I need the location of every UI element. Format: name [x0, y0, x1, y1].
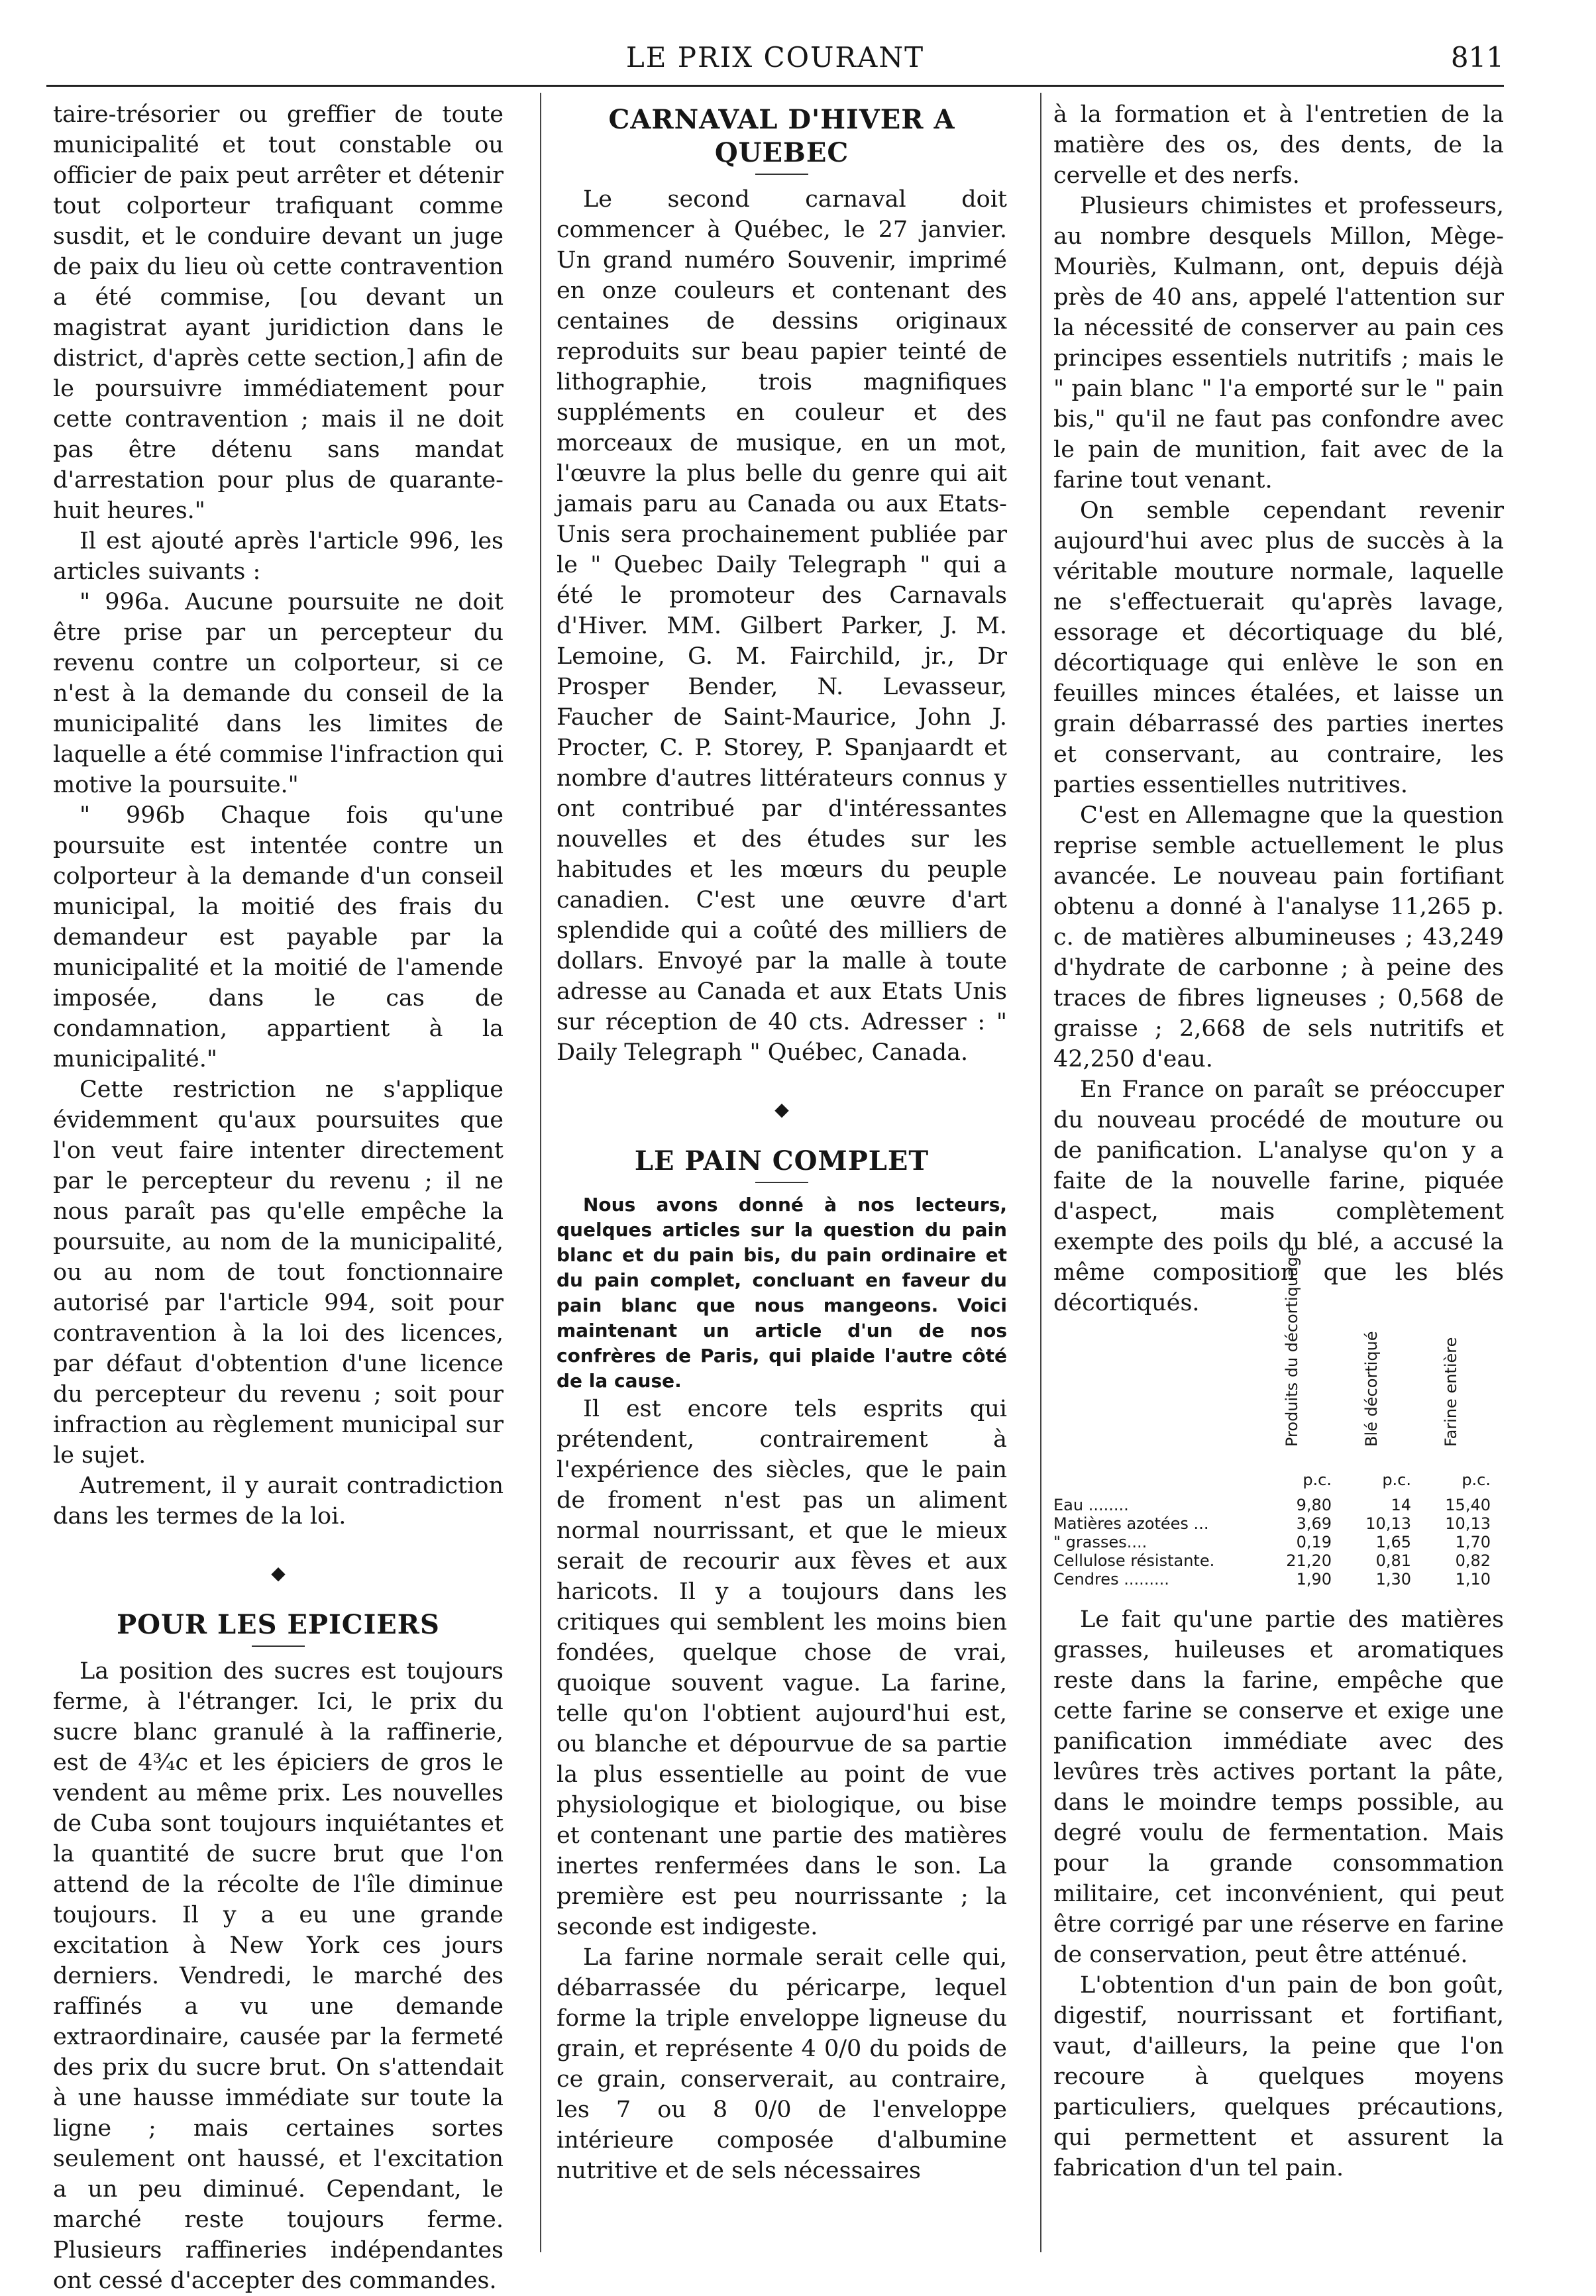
paragraph: La farine normale serait celle qui, débarrassée du péricarpe, lequel forme la triple enveloppe ligneuse du grain, et représente 4 0/0 du poids de ce grain, conserverait, au contraire, les 7 ou 8 0/0 de l'enveloppe intérieure composée d'albumine nutritive et de sels nécessaires: [557, 1944, 1007, 2184]
heading-rule: [755, 174, 808, 175]
table-header: [1053, 1247, 1491, 1464]
cell: 9,80: [1296, 1496, 1332, 1514]
paragraph: On semble cependant revenir aujourd'hui avec plus de succès à la véritable mouture normale, laquelle ne s'effectuerait qu'après lavage, essorage et décortiquage du blé, décortiquage qui enlève le son en feuilles minces étalées, et laisse un grain débarrassé des parties inertes et conservant, au contraire, les parties essentielles nutritives.: [1053, 497, 1504, 798]
cell: 14: [1391, 1496, 1411, 1514]
fleuron-ornament: ◆: [774, 1098, 789, 1120]
cell: 0,19: [1296, 1533, 1332, 1551]
paragraph: Cette restriction ne s'applique évidemment qu'aux poursuites que l'on veut faire intenter directement par le percepteur du revenu ; il ne nous paraît pas qu'elle empêche la poursuite, au nom de la municipalité, ou au nom de tout fonctionnaire autorisé par l'article 994, soit pour contravention à la loi des licences, par défaut d'obtention d'une licence du percepteur du revenu ; soit pour infraction au règlement municipal sur le sujet.: [53, 1076, 504, 1469]
running-title: LE PRIX COURANT: [625, 41, 925, 74]
fleuron-ornament: ◆: [271, 1562, 286, 1584]
column-header: Blé décortiqué: [1362, 1331, 1381, 1447]
paragraph: à la formation et à l'entretien de la matière des os, des dents, de la cervelle et des nerfs.: [1053, 101, 1504, 189]
section-heading: LE PAIN COMPLET: [634, 1145, 930, 1176]
cell: 1,10: [1455, 1570, 1491, 1589]
paragraph: En France on paraît se préoccuper du nouveau procédé de mouture ou de panification. L'analyse qu'on y a faite de la nouvelle farine, piquée d'aspect, mais complètement exempte des poils du blé, a accusé la même composition que les blés décortiqués.: [1053, 1076, 1504, 1316]
section-heading: CARNAVAL D'HIVER A QUEBEC: [608, 104, 955, 168]
cell: 1,70: [1455, 1533, 1491, 1551]
paragraph: La position des sucres est toujours ferme, à l'étranger. Ici, le prix du sucre blanc granulé à la raffinerie, est de 4¾c et les épiciers de gros le vendent au même prix. Les nouvelles de Cuba sont toujours inquiétantes et la quantité de sucre brut que l'on attend de la récolte de l'île diminue toujours. Il y a eu une grande excitation à New York ces jours derniers. Vendredi, le marché des raffinés a vu une demande extraordinaire, causée par la fermeté des prix du sucre brut. On s'attendait à une hausse immédiate sur toute la ligne ; mais certaines sortes seulement ont haussé, et l'excitation a un peu diminué. Cependant, le marché reste toujours ferme. Plusieurs raffineries indépendantes ont cessé d'accepter des commandes.: [53, 1658, 504, 2294]
cell: 0,82: [1455, 1551, 1491, 1570]
table-row: [1053, 1533, 1491, 1551]
page-header: [46, 41, 1504, 78]
composition-table: [1053, 1247, 1491, 1589]
row-label: Eau ........: [1053, 1496, 1129, 1514]
table-row: [1053, 1570, 1491, 1589]
row-label: " grasses....: [1053, 1533, 1147, 1551]
paragraph: " 996b Chaque fois qu'une poursuite est intentée contre un colporteur à la demande d'un conseil municipal, la moitié des frais du demandeur est payable par la municipalité et la moitié de l'amende imposée, dans le cas de condamnation, appartient à la municipalité.": [53, 802, 504, 1072]
cell: 21,20: [1286, 1551, 1332, 1570]
cell: 10,13: [1445, 1514, 1491, 1533]
cell: 1,90: [1296, 1570, 1332, 1589]
unit-label: p.c.: [1462, 1471, 1491, 1489]
unit-label: p.c.: [1382, 1471, 1411, 1489]
column-1: [53, 99, 504, 2294]
paragraph: Autrement, il y aurait contradiction dans les termes de la loi.: [53, 1473, 504, 1530]
column-header: Produits du décortiquage: [1283, 1247, 1301, 1447]
paragraph: L'obtention d'un pain de bon goût, digestif, nourrissant et fortifiant, vaut, d'ailleurs, la peine que l'on recoure à quelques moyens particuliers, quelques précautions, qui permettent et assurent la fabrication d'un tel pain.: [1053, 1972, 1504, 2181]
paragraph: Il est ajouté après l'article 996, les articles suivants :: [53, 528, 504, 585]
heading-rule: [755, 1182, 808, 1183]
paragraph: taire-trésorier ou greffier de toute municipalité et tout constable ou officier de paix peut arrêter et détenir tout colporteur trafiquant comme susdit, et le conduire devant un juge de paix du lieu où cette contravention a été commise, [ou devant un magistrat ayant juridiction dans le district, d'après cette section,] afin de le poursuivre immédiatement pour cette contravention ; mais il ne doit pas être détenu sans mandat d'arrestation pour plus de quarante-huit heures.": [53, 101, 504, 524]
row-label: Cellulose résistante.: [1053, 1551, 1215, 1570]
table-row: [1053, 1551, 1491, 1570]
table-row: [1053, 1496, 1491, 1514]
cell: 10,13: [1365, 1514, 1411, 1533]
paragraph: " 996a. Aucune poursuite ne doit être prise par un percepteur du revenu contre un colporteur, si ce n'est à la demande du conseil de la municipalité dans les limites de laquelle a été commise l'infraction qui motive la poursuite.": [53, 589, 504, 798]
header-rule: [46, 85, 1504, 87]
row-label: Matières azotées ...: [1053, 1514, 1209, 1533]
section-heading: POUR LES EPICIERS: [117, 1609, 440, 1640]
cell: 3,69: [1296, 1514, 1332, 1533]
units-row: [1053, 1471, 1491, 1489]
page-number: 811: [1450, 41, 1504, 74]
column-divider: [540, 93, 541, 2252]
paragraph: Le fait qu'une partie des matières grasses, huileuses et aromatiques reste dans la farine, empêche que cette farine se conserve et exige une panification immédiate avec des levûres très actives portant la pâte, dans le moindre temps possible, au degré voulu de fermentation. Mais pour la grande consommation militaire, cet inconvénient, qui peut être corrigé par une réserve en farine de conservation, peut être atténué.: [1053, 1606, 1504, 1968]
cell: 1,30: [1375, 1570, 1411, 1589]
heading-rule: [252, 1645, 305, 1647]
cell: 1,65: [1375, 1533, 1411, 1551]
cell: 15,40: [1445, 1496, 1491, 1514]
paragraph: C'est en Allemagne que la question reprise semble actuellement le plus avancée. Le nouveau pain fortifiant obtenu a donné à l'analyse 11,265 p. c. de matières albumineuses ; 43,249 d'hydrate de carbonne ; à peine des traces de fibres ligneuses ; 0,568 de graisse ; 2,668 de sels nutritifs et 42,250 d'eau.: [1053, 802, 1504, 1072]
paragraph: Plusieurs chimistes et professeurs, au nombre desquels Millon, Mège-Mouriès, Kulmann, ont, depuis déjà près de 40 ans, appelé l'attention sur la nécessité de conserver au pain ces principes essentiels nutritifs ; mais le " pain blanc " l'a emporté sur le " pain bis," qu'il ne faut pas confondre avec le pain de munition, fait avec de la farine tout venant.: [1053, 193, 1504, 494]
unit-label: p.c.: [1303, 1471, 1332, 1489]
cell: 0,81: [1375, 1551, 1411, 1570]
paragraph: Le second carnaval doit commencer à Québec, le 27 janvier. Un grand numéro Souvenir, imprimé en onze couleurs et contenant des centaines de dessins originaux reproduits sur beau papier teinté de lithographie, trois magnifiques suppléments en couleur et des morceaux de musique, en un mot, l'œuvre la plus belle du genre qui ait jamais paru au Canada ou aux Etats-Unis sera prochainement publiée par le " Quebec Daily Telegraph " qui a été le promoteur des Carnavals d'Hiver. MM. Gilbert Parker, J. M. Lemoine, G. M. Fairchild, jr., Dr Prosper Bender, N. Levasseur, Faucher de Saint-Maurice, John J. Procter, C. P. Storey, P. Spanjaardt et nombre d'autres littérateurs connus y ont contribué par d'intéressantes nouvelles et des études sur les habitudes et les mœurs du peuple canadien. C'est une œuvre d'art splendide qui a coûté des milliers de dollars. Envoyé par la malle à toute adresse au Canada et aux Etats Unis sur réception de 40 cts. Adresser : " Daily Telegraph " Québec, Canada.: [557, 186, 1007, 1066]
column-divider: [1040, 93, 1041, 2252]
column-3: [1053, 99, 1504, 2246]
column-header: Farine entière: [1442, 1337, 1460, 1447]
editorial-intro: Nous avons donné à nos lecteurs, quelques articles sur la question du pain blanc et du pain bis, du pain ordinaire et du pain complet, concluant en faveur du pain blanc que nous mangeons. Voici maintenant un article d'un de nos confrères de Paris, qui plaide l'autre côté de la cause.: [557, 1194, 1007, 1392]
row-label: Cendres .........: [1053, 1570, 1169, 1589]
table-row: [1053, 1514, 1491, 1533]
paragraph: Il est encore tels esprits qui prétendent, contrairement à l'expérience des siècles, que le pain de froment n'est pas un aliment normal nourrissant, et que le mieux serait de recourir aux fèves et aux haricots. Il y a toujours dans les critiques qui semblent les moins bien fondées, quelque chose de vrai, quoique souvent vague. La farine, telle qu'on l'obtient aujourd'hui est, ou blanche et dépourvue de sa partie la plus essentielle au point de vue physiologique et biologique, ou bise et contenant une partie des matières inertes renfermées dans le son. La première est peu nourrissante ; la seconde est indigeste.: [557, 1396, 1007, 1940]
column-2: [557, 99, 1007, 2246]
